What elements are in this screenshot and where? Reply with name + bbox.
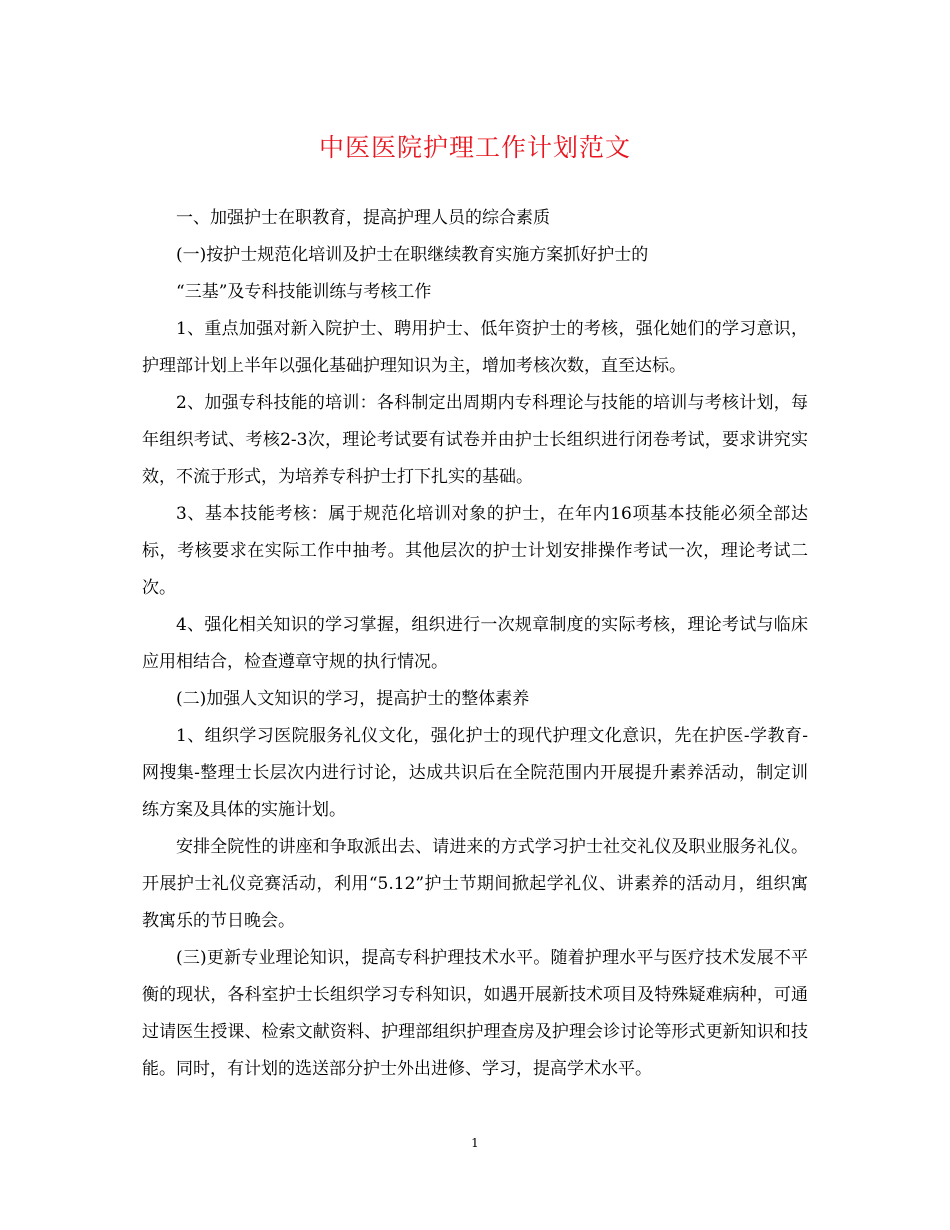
document-body bbox=[142, 200, 808, 1088]
paragraph-item-2: 2、加强专科技能的培训：各科制定出周期内专科理论与技能的培训与考核计划，每年组织考试、考核2-3次，理论考试要有试卷并由护士长组织进行闭卷考试，要求讲究实效，不流于形式，为培养专科护士打下扎实的基础。 bbox=[142, 393, 808, 487]
paragraph-item-6: 安排全院性的讲座和争取派出去、请进来的方式学习护士社交礼仪及职业服务礼仪。开展护士礼仪竞赛活动，利用“5.12”护士节期间掀起学礼仪、讲素养的活动月，组织寓教寓乐的节日晚会。 bbox=[142, 837, 808, 931]
document-title: 中医医院护理工作计划范文 bbox=[318, 133, 631, 162]
paragraph-item-7: (三)更新专业理论知识，提高专科护理技术水平。随着护理水平与医疗技术发展不平衡的现状，各科室护士长组织学习专科知识，如遇开展新技术项目及特殊疑难病种，可通过请医生授课、检索文献资料、护理部组织护理查房及护理会诊讨论等形式更新知识和技能。同时，有计划的选送部分护士外出进修、学习，提高学术水平。 bbox=[142, 948, 808, 1079]
section-heading-1: 一、加强护士在职教育，提高护理人员的综合素质 bbox=[176, 208, 550, 228]
page-number: 1 bbox=[471, 1136, 479, 1150]
subsection-heading-2: (二)加强人文知识的学习，提高护士的整体素养 bbox=[176, 689, 530, 709]
subsection-heading-1-continued: “三基”及专科技能训练与考核工作 bbox=[176, 282, 432, 302]
paragraph-item-5: 1、组织学习医院服务礼仪文化，强化护士的现代护理文化意识，先在护医-学教育-网搜集-整理士长层次内进行讨论，达成共识后在全院范围内开展提升素养活动，制定训练方案及具体的实施计划。 bbox=[142, 726, 808, 820]
paragraph-item-1: 1、重点加强对新入院护士、聘用护士、低年资护士的考核，强化她们的学习意识，护理部计划上半年以强化基础护理知识为主，增加考核次数，直至达标。 bbox=[142, 319, 808, 376]
paragraph-item-3: 3、基本技能考核：属于规范化培训对象的护士，在年内16项基本技能必须全部达标，考核要求在实际工作中抽考。其他层次的护士计划安排操作考试一次，理论考试二次。 bbox=[142, 504, 808, 598]
subsection-heading-1: (一)按护士规范化培训及护士在职继续教育实施方案抓好护士的 bbox=[176, 245, 649, 265]
paragraph-item-4: 4、强化相关知识的学习掌握，组织进行一次规章制度的实际考核，理论考试与临床应用相结合，检查遵章守规的执行情况。 bbox=[142, 615, 808, 672]
